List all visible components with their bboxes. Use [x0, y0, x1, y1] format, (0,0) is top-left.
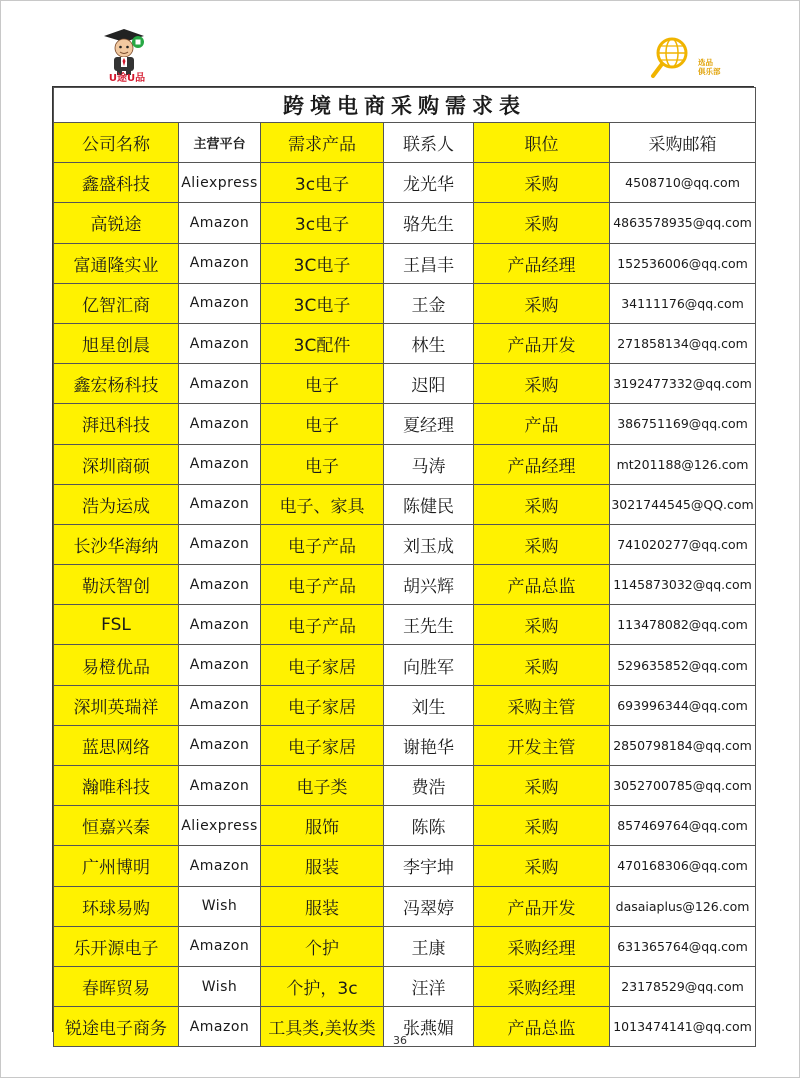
cell-email: 3192477332@qq.com	[610, 364, 756, 404]
cell-platform: Amazon	[179, 846, 261, 886]
table-row	[54, 685, 756, 725]
cell-product: 电子家居	[261, 685, 384, 725]
header-product: 需求产品	[261, 123, 384, 163]
cell-product: 电子产品	[261, 565, 384, 605]
cell-email: 741020277@qq.com	[610, 524, 756, 564]
cell-email: 2850798184@qq.com	[610, 725, 756, 765]
cell-platform: Amazon	[179, 766, 261, 806]
cell-company: 浩为运成	[54, 484, 179, 524]
table-row	[54, 645, 756, 685]
cell-email: 529635852@qq.com	[610, 645, 756, 685]
cell-platform: Amazon	[179, 1007, 261, 1047]
cell-email: 4508710@qq.com	[610, 163, 756, 203]
cell-company: FSL	[54, 605, 179, 645]
cell-email: 693996344@qq.com	[610, 685, 756, 725]
cell-email: 271858134@qq.com	[610, 323, 756, 363]
cell-position: 产品开发	[474, 886, 610, 926]
header-email: 采购邮箱	[610, 123, 756, 163]
cell-position: 开发主管	[474, 725, 610, 765]
cell-platform: Amazon	[179, 404, 261, 444]
header-platform: 主营平台	[179, 123, 261, 163]
table-row	[54, 966, 756, 1006]
club-logo-line1: 选品	[698, 58, 713, 67]
cell-position: 采购	[474, 766, 610, 806]
cell-contact: 林生	[384, 323, 474, 363]
table-row	[54, 364, 756, 404]
cell-platform: Amazon	[179, 444, 261, 484]
cell-position: 产品经理	[474, 444, 610, 484]
table-row	[54, 283, 756, 323]
cell-product: 电子家居	[261, 725, 384, 765]
cell-contact: 骆先生	[384, 203, 474, 243]
cell-company: 勒沃智创	[54, 565, 179, 605]
cell-email: dasaiaplus@126.com	[610, 886, 756, 926]
cell-contact: 李宇坤	[384, 846, 474, 886]
cell-platform: Amazon	[179, 926, 261, 966]
table-title: 跨境电商采购需求表	[54, 88, 756, 123]
cell-position: 采购	[474, 203, 610, 243]
cell-contact: 刘玉成	[384, 524, 474, 564]
header-company: 公司名称	[54, 123, 179, 163]
table-header-row	[54, 123, 756, 163]
table-row	[54, 243, 756, 283]
cell-platform: Amazon	[179, 524, 261, 564]
cell-email: 34111176@qq.com	[610, 283, 756, 323]
cell-position: 采购经理	[474, 966, 610, 1006]
cell-email: 23178529@qq.com	[610, 966, 756, 1006]
cell-contact: 夏经理	[384, 404, 474, 444]
cell-contact: 王康	[384, 926, 474, 966]
cell-position: 采购	[474, 605, 610, 645]
cell-platform: Amazon	[179, 283, 261, 323]
table-row	[54, 886, 756, 926]
cell-company: 环球易购	[54, 886, 179, 926]
cell-platform: Amazon	[179, 484, 261, 524]
cell-product: 个护，3c	[261, 966, 384, 1006]
cell-contact: 汪洋	[384, 966, 474, 1006]
cell-company: 鑫盛科技	[54, 163, 179, 203]
cell-product: 电子	[261, 364, 384, 404]
cell-platform: Amazon	[179, 605, 261, 645]
cell-position: 采购	[474, 364, 610, 404]
cell-company: 深圳商硕	[54, 444, 179, 484]
cell-company: 春晖贸易	[54, 966, 179, 1006]
cell-email: 1013474141@qq.com	[610, 1007, 756, 1047]
cell-product: 3C电子	[261, 283, 384, 323]
cell-email: 4863578935@qq.com	[610, 203, 756, 243]
table-row	[54, 444, 756, 484]
table-row	[54, 565, 756, 605]
table-row	[54, 806, 756, 846]
cell-platform: Amazon	[179, 565, 261, 605]
cell-contact: 冯翠婷	[384, 886, 474, 926]
cell-product: 服装	[261, 846, 384, 886]
cell-position: 采购经理	[474, 926, 610, 966]
table-row	[54, 323, 756, 363]
cell-position: 采购	[474, 283, 610, 323]
cell-company: 蓝思网络	[54, 725, 179, 765]
table-row	[54, 846, 756, 886]
cell-platform: Wish	[179, 966, 261, 1006]
cell-company: 乐开源电子	[54, 926, 179, 966]
cell-contact: 王昌丰	[384, 243, 474, 283]
cell-company: 恒嘉兴秦	[54, 806, 179, 846]
cell-position: 产品总监	[474, 1007, 610, 1047]
cell-position: 产品经理	[474, 243, 610, 283]
cell-platform: Amazon	[179, 685, 261, 725]
cell-platform: Wish	[179, 886, 261, 926]
cell-email: 152536006@qq.com	[610, 243, 756, 283]
header-position: 职位	[474, 123, 610, 163]
cell-product: 3c电子	[261, 163, 384, 203]
cell-platform: Aliexpress	[179, 806, 261, 846]
cell-company: 富通隆实业	[54, 243, 179, 283]
cell-contact: 谢艳华	[384, 725, 474, 765]
cell-company: 长沙华海纳	[54, 524, 179, 564]
cell-company: 瀚唯科技	[54, 766, 179, 806]
cell-product: 电子	[261, 404, 384, 444]
cell-product: 电子家居	[261, 645, 384, 685]
cell-product: 电子产品	[261, 524, 384, 564]
cell-company: 鑫宏杨科技	[54, 364, 179, 404]
cell-product: 个护	[261, 926, 384, 966]
cell-product: 电子	[261, 444, 384, 484]
cell-product: 3c电子	[261, 203, 384, 243]
cell-email: 857469764@qq.com	[610, 806, 756, 846]
cell-contact: 陈陈	[384, 806, 474, 846]
cell-position: 产品开发	[474, 323, 610, 363]
cell-position: 采购	[474, 645, 610, 685]
cell-company: 广州博明	[54, 846, 179, 886]
cell-company: 湃迅科技	[54, 404, 179, 444]
cell-product: 电子、家具	[261, 484, 384, 524]
cell-company: 亿智汇商	[54, 283, 179, 323]
table-row	[54, 605, 756, 645]
cell-product: 电子类	[261, 766, 384, 806]
cell-contact: 张燕媚	[384, 1007, 474, 1047]
table-row	[54, 163, 756, 203]
table-row	[54, 926, 756, 966]
club-logo-text	[698, 58, 740, 76]
table-row	[54, 766, 756, 806]
cell-platform: Aliexpress	[179, 163, 261, 203]
cell-contact: 胡兴辉	[384, 565, 474, 605]
cell-company: 高锐途	[54, 203, 179, 243]
cell-position: 采购	[474, 806, 610, 846]
cell-position: 采购	[474, 484, 610, 524]
cell-product: 服饰	[261, 806, 384, 846]
table-title-row	[54, 88, 756, 123]
cell-platform: Amazon	[179, 645, 261, 685]
cell-contact: 龙光华	[384, 163, 474, 203]
cell-platform: Amazon	[179, 243, 261, 283]
cell-product: 电子产品	[261, 605, 384, 645]
cell-company: 锐途电子商务	[54, 1007, 179, 1047]
cell-platform: Amazon	[179, 323, 261, 363]
cell-position: 采购	[474, 163, 610, 203]
cell-email: 631365764@qq.com	[610, 926, 756, 966]
table-row	[54, 484, 756, 524]
mascot-logo-text: U途U品	[108, 73, 146, 84]
cell-email: 3052700785@qq.com	[610, 766, 756, 806]
cell-position: 产品总监	[474, 565, 610, 605]
cell-email: 1145873032@qq.com	[610, 565, 756, 605]
cell-contact: 王先生	[384, 605, 474, 645]
cell-position: 采购	[474, 846, 610, 886]
club-logo-line2: 俱乐部	[698, 67, 721, 76]
cell-email: 113478082@qq.com	[610, 605, 756, 645]
header-contact: 联系人	[384, 123, 474, 163]
cell-platform: Amazon	[179, 725, 261, 765]
cell-email: 3021744545@QQ.com	[610, 484, 756, 524]
cell-product: 服装	[261, 886, 384, 926]
cell-contact: 费浩	[384, 766, 474, 806]
cell-contact: 迟阳	[384, 364, 474, 404]
cell-platform: Amazon	[179, 203, 261, 243]
cell-email: 470168306@qq.com	[610, 846, 756, 886]
cell-contact: 王金	[384, 283, 474, 323]
cell-contact: 刘生	[384, 685, 474, 725]
table-row	[54, 203, 756, 243]
cell-contact: 马涛	[384, 444, 474, 484]
cell-position: 产品	[474, 404, 610, 444]
table-body	[54, 163, 756, 1047]
cell-position: 采购主管	[474, 685, 610, 725]
table-row	[54, 524, 756, 564]
cell-product: 工具类,美妆类	[261, 1007, 384, 1047]
cell-product: 3C电子	[261, 243, 384, 283]
cell-email: mt201188@126.com	[610, 444, 756, 484]
cell-platform: Amazon	[179, 364, 261, 404]
cell-company: 深圳英瑞祥	[54, 685, 179, 725]
procurement-table	[52, 86, 754, 1040]
page-number: 36	[393, 1034, 407, 1047]
cell-company: 旭星创晨	[54, 323, 179, 363]
table-row	[54, 404, 756, 444]
cell-email: 386751169@qq.com	[610, 404, 756, 444]
procurement-table-grid	[53, 87, 756, 1047]
table-row	[54, 725, 756, 765]
cell-company: 易橙优品	[54, 645, 179, 685]
cell-product: 3C配件	[261, 323, 384, 363]
cell-contact: 陈健民	[384, 484, 474, 524]
cell-position: 采购	[474, 524, 610, 564]
cell-contact: 向胜军	[384, 645, 474, 685]
